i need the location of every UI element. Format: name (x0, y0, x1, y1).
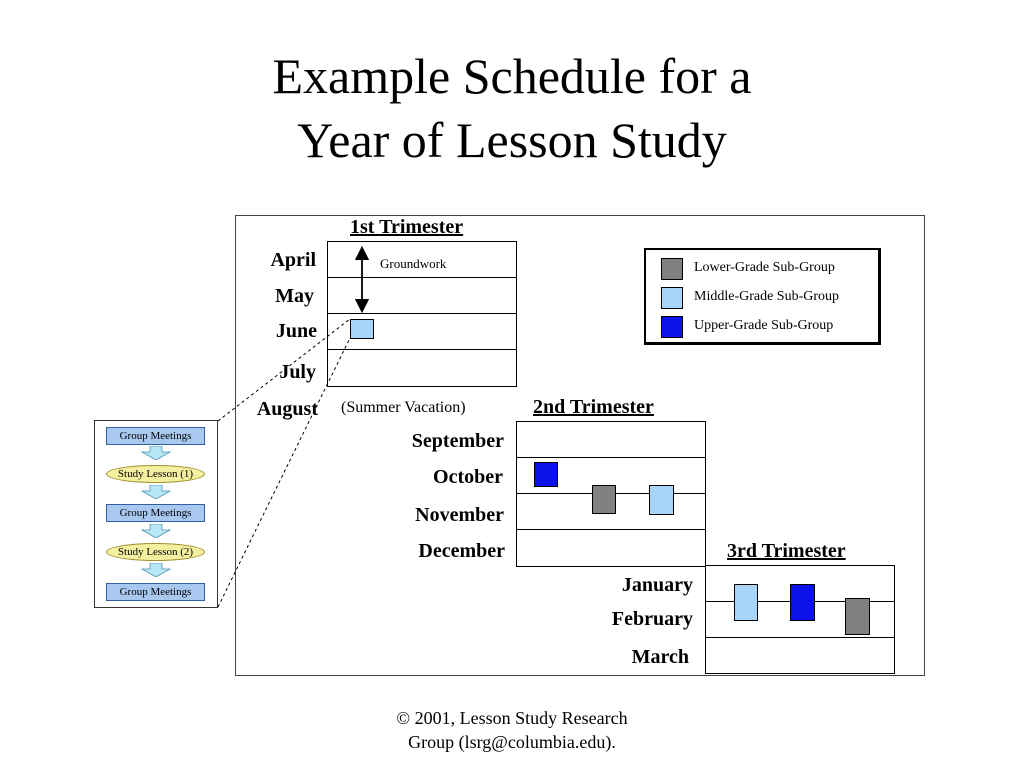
legend-label-lower: Lower-Grade Sub-Group (694, 260, 835, 275)
month-may: May (275, 285, 314, 307)
copyright-footer (0, 706, 1024, 754)
cycle-step-study-lesson-1: Study Lesson (1) (106, 465, 205, 483)
footer-line-2: Group (lsrg@columbia.edu). (408, 732, 616, 752)
month-october: October (433, 466, 503, 488)
title-line-1: Example Schedule for a (272, 48, 752, 104)
month-march: March (631, 646, 689, 668)
title-line-2: Year of Lesson Study (297, 112, 727, 168)
month-april: April (270, 249, 316, 271)
third-trimester-label: 3rd Trimester (727, 540, 846, 562)
legend-label-middle: Middle-Grade Sub-Group (694, 289, 840, 304)
first-trimester-label: 1st Trimester (350, 216, 464, 238)
groundwork-note: Groundwork (380, 256, 447, 271)
callout-line-bottom (218, 338, 350, 607)
month-february: February (611, 608, 693, 630)
cycle-step-group-meetings-2: Group Meetings (106, 504, 205, 522)
legend-label-upper: Upper-Grade Sub-Group (694, 318, 834, 333)
month-july: July (279, 361, 316, 383)
month-september: September (411, 430, 504, 452)
callout-line-top (218, 319, 350, 421)
second-trimester-label: 2nd Trimester (533, 396, 654, 418)
cycle-step-group-meetings-1: Group Meetings (106, 427, 205, 445)
footer-line-1: © 2001, Lesson Study Research (396, 708, 628, 728)
summer-vacation-note: (Summer Vacation) (341, 399, 466, 416)
month-august: August (256, 398, 318, 420)
cycle-step-study-lesson-2: Study Lesson (2) (106, 543, 205, 561)
month-december: December (418, 540, 505, 562)
month-november: November (415, 504, 504, 526)
month-june: June (275, 320, 317, 342)
month-january: January (621, 574, 693, 596)
cycle-step-group-meetings-3: Group Meetings (106, 583, 205, 601)
